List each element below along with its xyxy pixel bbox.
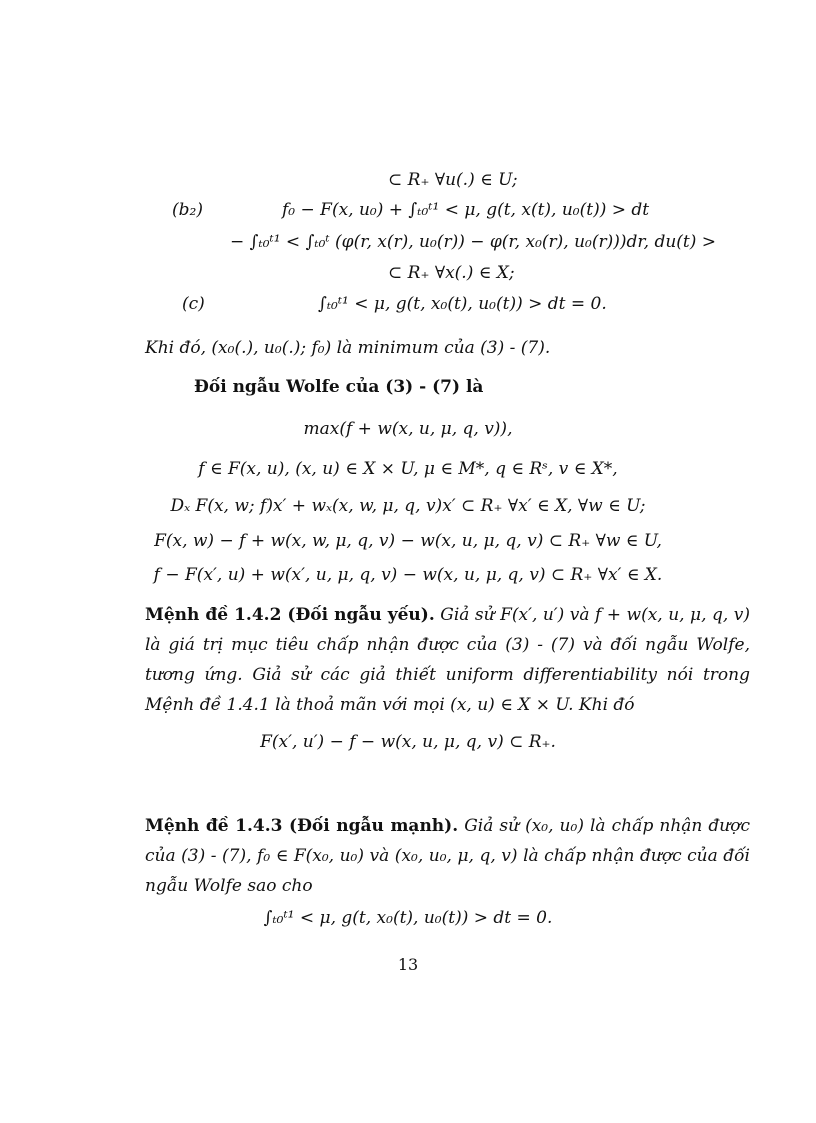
- page-number: 13: [397, 955, 419, 974]
- wolfe-intro: Đối ngẫu Wolfe của (3) - (7) là: [194, 377, 484, 397]
- c-eq-line: ∫ₜ₀ᵗ¹ < μ, g(t, x₀(t), u₀(t)) > dt = 0.: [318, 294, 607, 314]
- prop-1-4-3: [145, 811, 750, 901]
- wolfe-constraint-3: F(x, w) − f + w(x, w, μ, q, v) − w(x, u, μ, q, v) ⊂ R₊ ∀w ∈ U,: [154, 531, 662, 551]
- prop-1-4-2-formula: F(x′, u′) − f − w(x, u, μ, q, v) ⊂ R₊.: [260, 732, 556, 752]
- b2-eq-line3: ⊂ R₊ ∀x(.) ∈ X;: [388, 263, 515, 283]
- conclusion-text: Khi đó, (x₀(.), u₀(.); f₀) là minimum của (3) - (7).: [145, 338, 551, 358]
- prop-1-4-3-heading: Mệnh đề 1.4.3 (Đối ngẫu mạnh).: [145, 816, 459, 836]
- prop-1-4-2-heading: Mệnh đề 1.4.2 (Đối ngẫu yếu).: [145, 605, 435, 625]
- c-label: (c): [182, 294, 205, 314]
- b2-eq-line2: − ∫ₜ₀ᵗ¹ < ∫ₜ₀ᵗ (φ(r, x(r), u₀(r)) − φ(r, x₀(r), u₀(r)))dr, du(t) >: [230, 232, 717, 252]
- wolfe-objective: max(f + w(x, u, μ, q, v)),: [303, 419, 513, 439]
- wolfe-constraint-2: Dₓ F(x, w; f)x′ + wₓ(x, w, μ, q, v)x′ ⊂ R₊ ∀x′ ∈ X, ∀w ∈ U;: [170, 496, 646, 516]
- prop-1-4-3-formula: ∫ₜ₀ᵗ¹ < μ, g(t, x₀(t), u₀(t)) > dt = 0.: [263, 908, 553, 928]
- b2-label: (b₂): [172, 200, 203, 220]
- prop-1-4-3-body: Giả sử (x₀, u₀) là chấp nhận được của (3) - (7), f₀ ∈ F(x₀, u₀) và (x₀, u₀, μ, q, v) là chấp nhận được của đối ngẫu Wolfe sao cho: [145, 816, 751, 896]
- wolfe-constraint-1: f ∈ F(x, u), (x, u) ∈ X × U, μ ∈ M*, q ∈ Rˢ, v ∈ X*,: [198, 459, 618, 479]
- prop-1-4-2: [145, 600, 750, 720]
- eq-line-top: ⊂ R₊ ∀u(.) ∈ U;: [388, 170, 518, 190]
- prop-1-4-2-body: Giả sử F(x′, u′) và f + w(x, u, μ, q, v) là giá trị mục tiêu chấp nhận được của (3) - (7) và đối ngẫu Wolfe, tương ứng. Giả sử các giả thiết uniform differentiability nói trong Mệnh đề 1.4.1 là thoả mãn với mọi (x, u) ∈ X × U. Khi đó: [145, 605, 751, 715]
- wolfe-constraint-4: f − F(x′, u) + w(x′, u, μ, q, v) − w(x, u, μ, q, v) ⊂ R₊ ∀x′ ∈ X.: [153, 565, 663, 585]
- b2-eq-line1: f₀ − F(x, u₀) + ∫ₜ₀ᵗ¹ < μ, g(t, x(t), u₀(t)) > dt: [282, 200, 650, 220]
